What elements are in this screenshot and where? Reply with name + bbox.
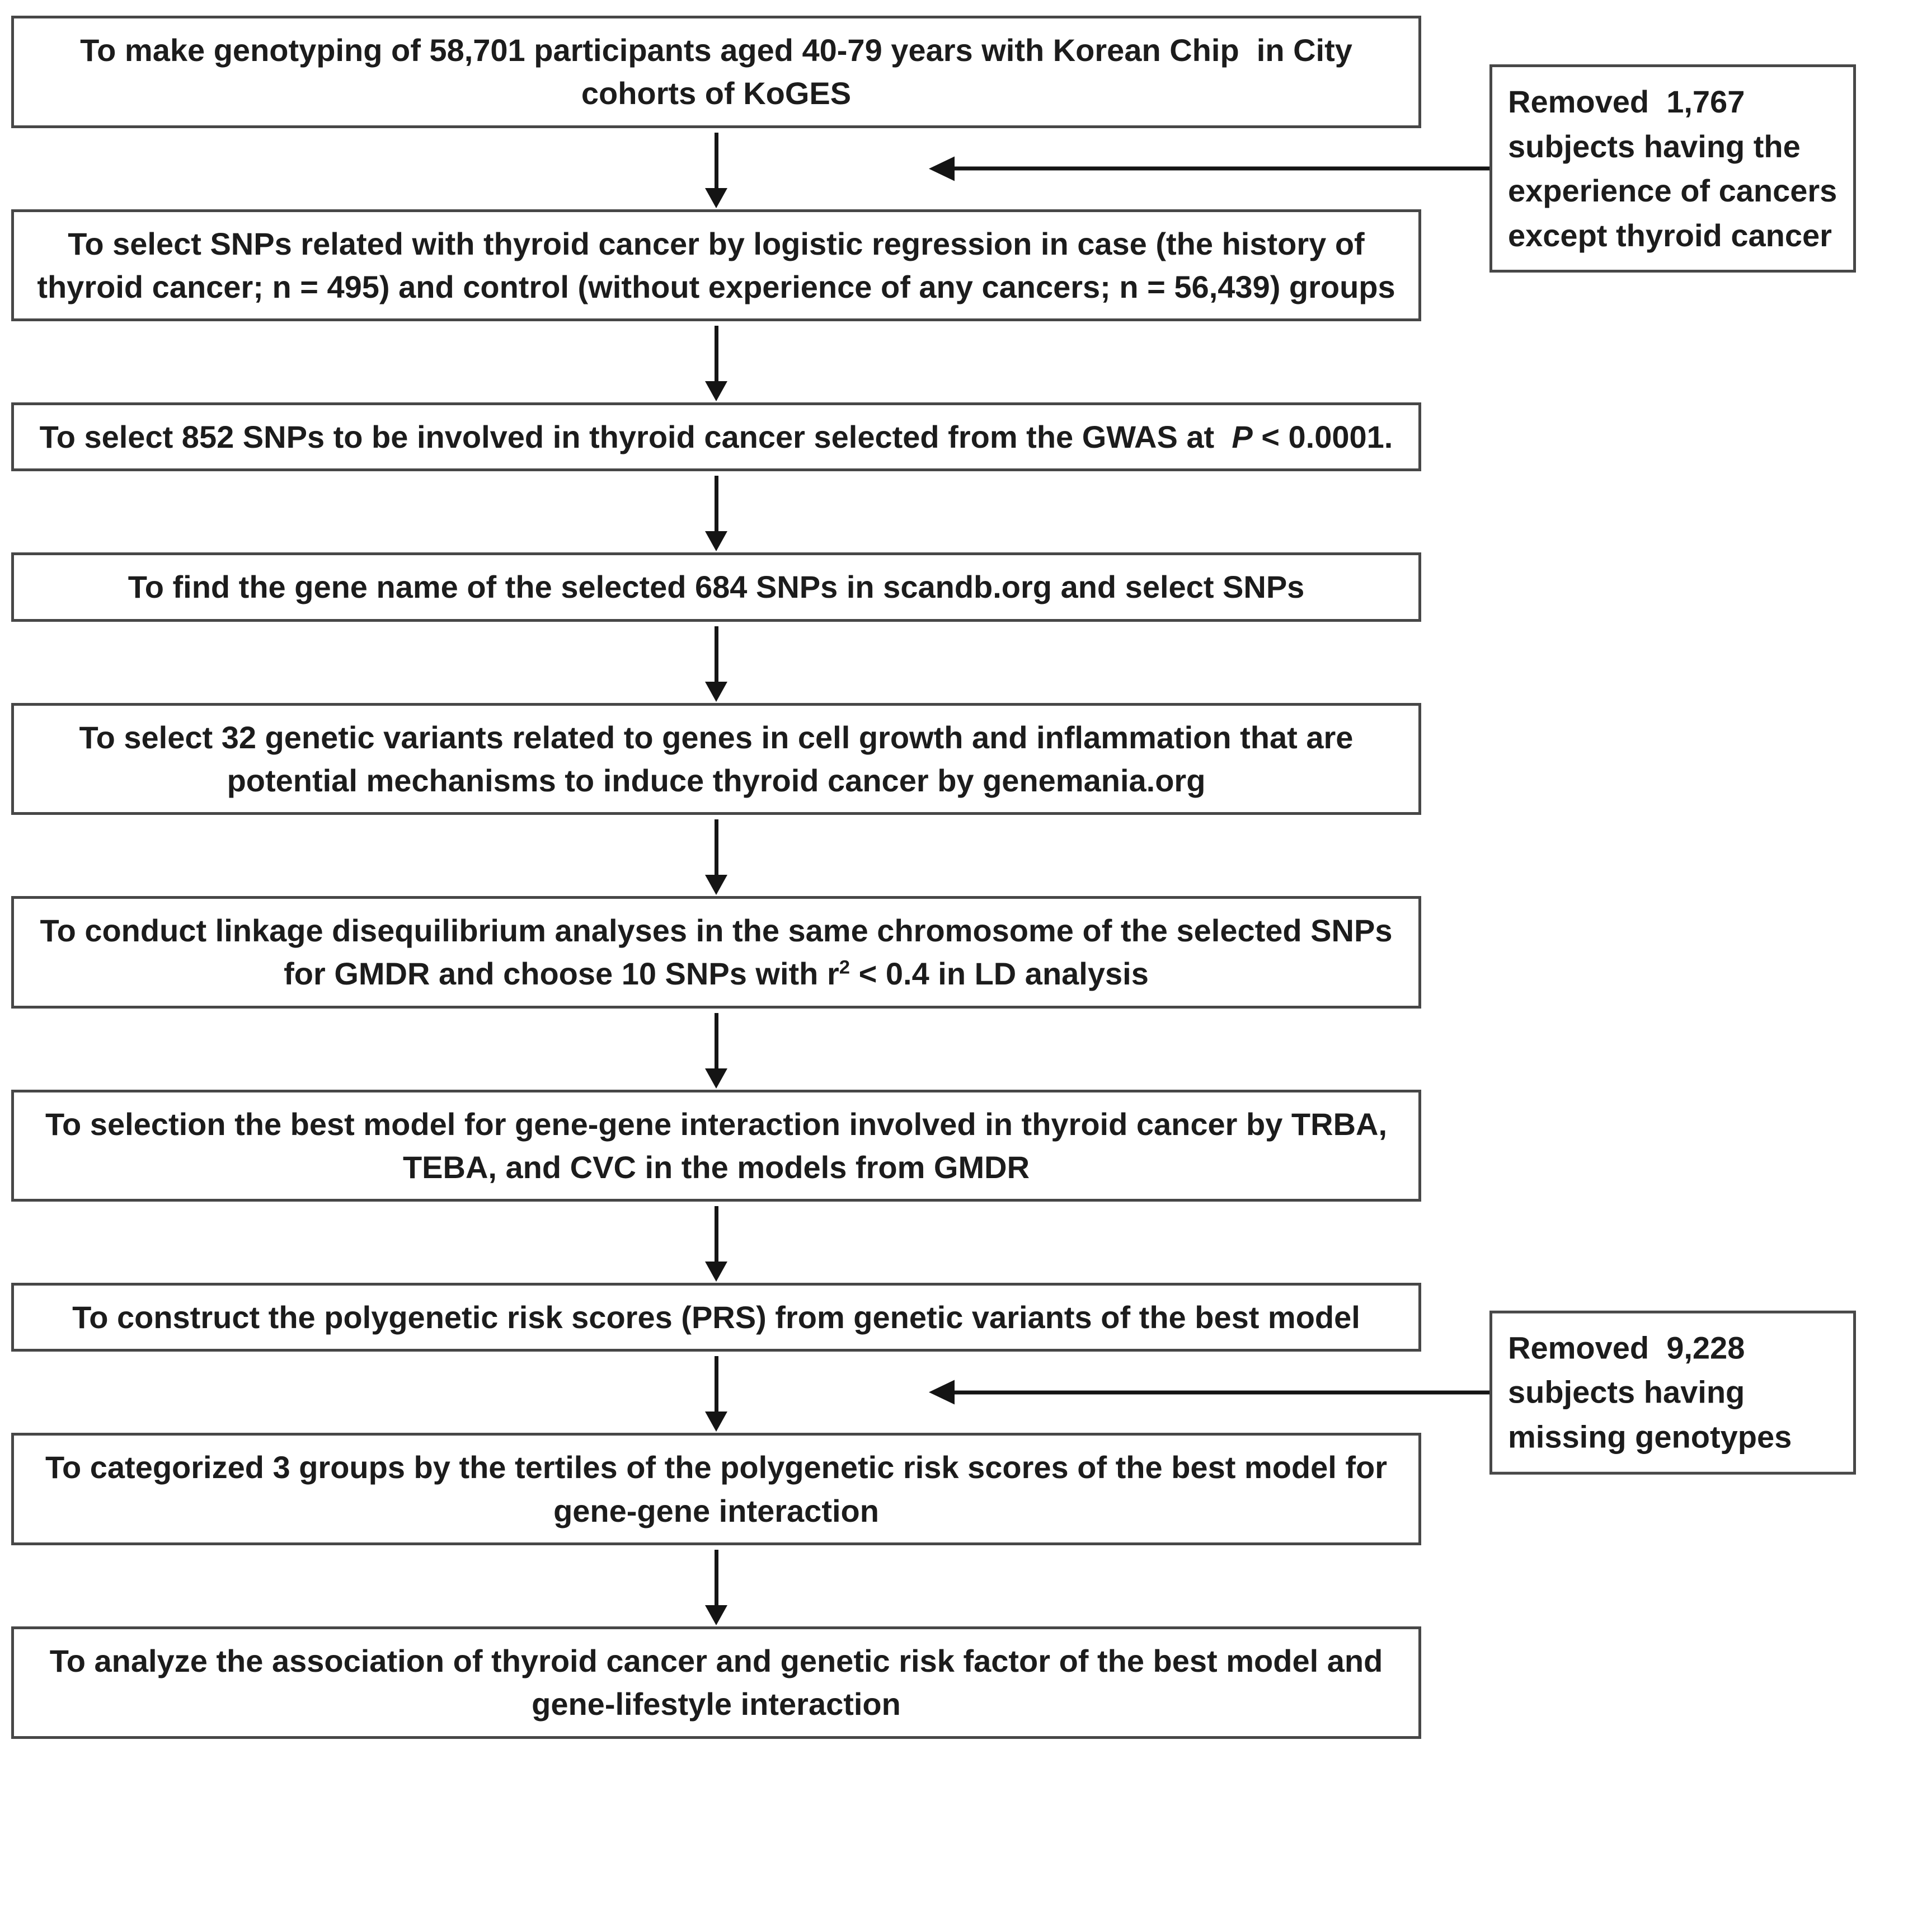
left-arrow-connector-1 <box>953 167 1489 171</box>
down-arrow-1 <box>705 133 727 208</box>
connector-row-6 <box>11 1009 1911 1090</box>
arrow-stem <box>715 626 718 682</box>
arrow-stem <box>715 819 718 875</box>
flow-step-analyze-association-text: To analyze the association of thyroid cancer and genetic risk factor of the best model and gene-lifestyle interaction <box>49 1643 1392 1722</box>
arrow-stem <box>715 1550 718 1605</box>
flow-step-select-852-snps <box>11 402 1421 471</box>
side-note-text: Removed 1,767 subjects having the experience of cancers except thyroid cancer <box>1508 84 1846 253</box>
italic-p-symbol: P <box>1232 419 1253 455</box>
flow-step-select-snps-logistic <box>11 209 1421 322</box>
connector-row-2 <box>11 321 1911 402</box>
flow-step-best-model-selection-text: To selection the best model for gene-gene interaction involved in thyroid cancer by TRBA, TEBA, and CVC in the models from GMDR <box>45 1106 1396 1185</box>
text-before-rsquared: To conduct linkage disequilibrium analyses in the same chromosome of the selected SNPs for GMDR and choose 10 SNPs with r <box>40 913 1402 992</box>
arrow-stem <box>715 1356 718 1412</box>
flow-step-ld-analysis-text <box>40 913 1402 991</box>
flow-step-select-snps-logistic-text: To select SNPs related with thyroid cancer by logistic regression in case (the history of thyroid cancer; n = 495) and control (without experience of any cancers; n = 56,439) groups <box>37 226 1395 304</box>
arrow-head-down-icon <box>705 531 727 551</box>
arrow-head-down-icon <box>705 1068 727 1089</box>
side-note-removed-other-cancers <box>1489 64 1856 273</box>
arrow-head-down-icon <box>705 381 727 401</box>
flow-step-genotyping-text: To make genotyping of 58,701 participants aged 40-79 years with Korean Chip in City cohorts of KoGES <box>80 32 1361 111</box>
connector-row-3 <box>11 471 1911 552</box>
connector-row-8 <box>11 1330 1911 1455</box>
flow-step-best-model-selection <box>11 1090 1421 1202</box>
flow-step-categorize-tertiles-text: To categorized 3 groups by the tertiles of the polygenetic risk scores of the best model for gene-gene interaction <box>45 1450 1396 1528</box>
arrow-head-down-icon <box>705 1412 727 1432</box>
connector-row-9 <box>11 1545 1911 1626</box>
arrow-stem <box>715 133 718 188</box>
arrow-head-down-icon <box>705 188 727 208</box>
connector-row-1 <box>11 84 1911 253</box>
flow-step-find-gene-names-text: To find the gene name of the selected 684 SNPs in scandb.org and select SNPs <box>128 569 1305 605</box>
flow-step-select-852-snps-text <box>40 419 1393 454</box>
connector-row-4 <box>11 622 1911 703</box>
arrow-stem <box>715 1206 718 1262</box>
flow-step-select-32-variants-text: To select 32 genetic variants related to genes in cell growth and inflammation that are potential mechanisms to induce thyroid cancer by genemania.org <box>79 719 1362 798</box>
arrow-head-down-icon <box>705 1605 727 1625</box>
flow-step-construct-prs <box>11 1283 1421 1352</box>
arrow-stem <box>715 476 718 531</box>
connector-row-7 <box>11 1202 1911 1283</box>
flow-step-ld-analysis <box>11 896 1421 1009</box>
flow-step-select-32-variants <box>11 703 1421 815</box>
down-arrow-5 <box>705 819 727 895</box>
down-arrow-4 <box>705 626 727 702</box>
down-arrow-7 <box>705 1206 727 1282</box>
down-arrow-2 <box>705 326 727 401</box>
down-arrow-6 <box>705 1013 727 1089</box>
side-note-removed-missing-genotypes <box>1489 1311 1856 1475</box>
text-after-rsquared: < 0.4 in LD analysis <box>850 956 1149 992</box>
superscript-2: 2 <box>839 956 850 978</box>
arrow-head-down-icon <box>705 875 727 895</box>
side-note-text: Removed 9,228 subjects having missing genotypes <box>1508 1330 1792 1455</box>
text-before-pvalue: To select 852 SNPs to be involved in thyroid cancer selected from the GWAS at <box>39 419 1232 455</box>
down-arrow-3 <box>705 476 727 551</box>
arrow-stem <box>715 326 718 381</box>
down-arrow-9 <box>705 1550 727 1625</box>
connector-row-5 <box>11 815 1911 896</box>
flow-step-find-gene-names <box>11 552 1421 621</box>
flow-step-categorize-tertiles <box>11 1433 1421 1545</box>
arrow-head-down-icon <box>705 682 727 702</box>
down-arrow-8 <box>705 1356 727 1432</box>
arrow-head-down-icon <box>705 1262 727 1282</box>
flow-step-analyze-association <box>11 1626 1421 1739</box>
text-after-pvalue: < 0.0001. <box>1252 419 1393 455</box>
arrow-stem <box>715 1013 718 1068</box>
flow-step-construct-prs-text: To construct the polygenetic risk scores (PRS) from genetic variants of the best model <box>72 1300 1360 1335</box>
flow-step-genotyping <box>11 16 1421 128</box>
left-arrow-connector-2 <box>953 1390 1489 1394</box>
